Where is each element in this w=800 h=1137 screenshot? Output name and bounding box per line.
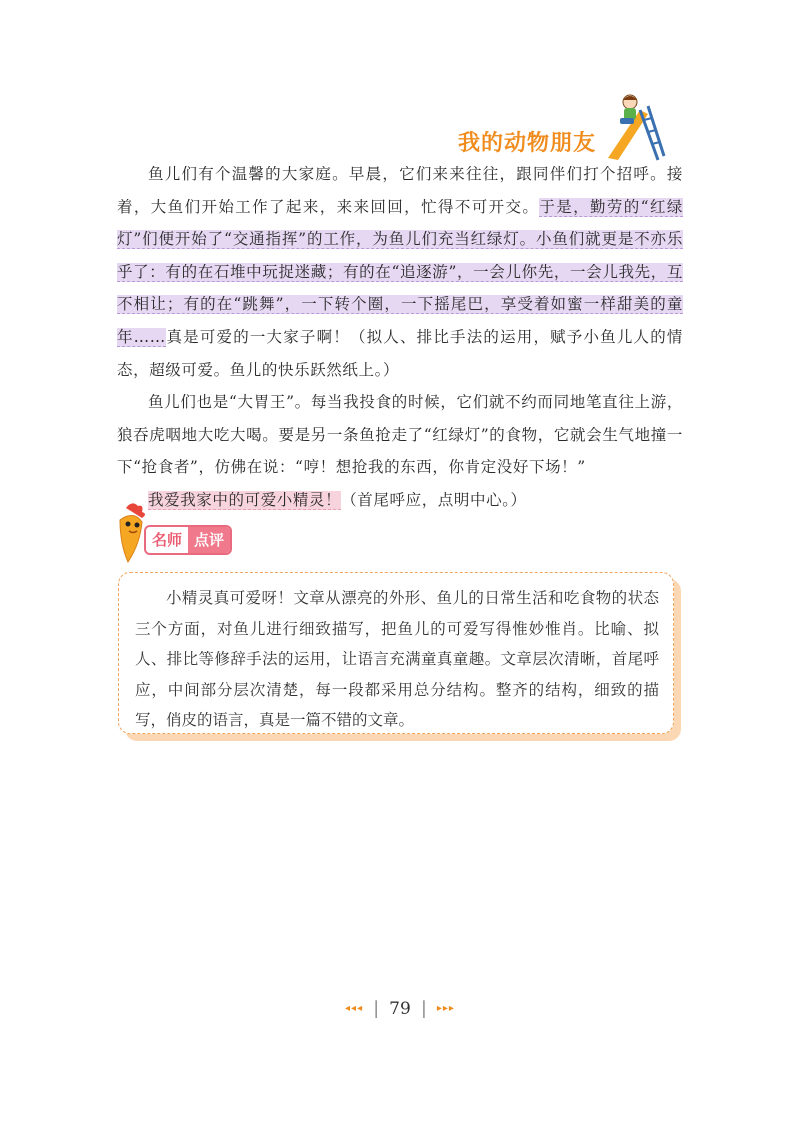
chapter-title: 我的动物朋友 — [458, 131, 597, 156]
highlighted-sentence: 于是，勤劳的“红绿灯”们便开始了“交通指挥”的工作，为鱼儿们充当红绿灯。小鱼们就更是不亦乐乎了：有的在石堆中玩捉迷藏；有的在“追逐游”，一会儿你先，一会儿我先，互不相让；有的在“跳舞”，一下转个圈，一下摇尾巴，享受着如蜜一样甜美的童年…… — [117, 197, 683, 346]
essay-paragraph-1 — [117, 158, 683, 386]
annotation-text: 真是可爱的一大家子啊！（拟人、排比手法的运用，赋予小鱼儿人的情态，超级可爱。鱼儿的快乐跃然纸上。） — [117, 327, 683, 379]
review-label-part-1: 名师 — [146, 527, 188, 553]
review-label — [146, 527, 230, 553]
highlighted-conclusion: 我爱我家中的可爱小精灵！ — [148, 490, 342, 509]
essay-paragraph-2: 鱼儿们也是“大胃王”。每当我投食的时候，它们就不约而同地笔直往上游，狼吞虎咽地大吃大喝。要是另一条鱼抢走了“红绿灯”的食物，它就会生气地撞一下“抢食者”，仿佛在说：“哼！想抢我的东西，你肯定没好下场！” — [117, 393, 683, 477]
page-number: 79 — [389, 998, 411, 1019]
divider: | — [420, 998, 427, 1019]
chapter-header — [440, 92, 680, 162]
next-arrows-icon: ▸▸▸ — [436, 1003, 455, 1014]
essay-body — [117, 158, 683, 517]
paragraph-text: 鱼儿们有个温馨的大家庭。早晨，它们来来往往，跟同伴们打个招呼。接着，大鱼们开始工作了起来，来来回回，忙得不可开交。 — [117, 165, 683, 216]
teacher-review-box — [118, 572, 674, 734]
teacher-review-header — [112, 500, 272, 566]
boy-on-slide-illustration — [600, 92, 670, 162]
prev-arrows-icon: ◂◂◂ — [345, 1003, 364, 1014]
review-text: 小精灵真可爱呀！文章从漂亮的外形、鱼儿的日常生活和吃食物的状态三个方面，对鱼儿进行细致描写，把鱼儿的可爱写得惟妙惟肖。比喻、拟人、排比等修辞手法的运用，让语言充满童真童趣。文章层次清晰，首尾呼应，中间部分层次清楚，每一段都采用总分结构。整齐的结构，细致的描写，俏皮的语言，真是一篇不错的文章。 — [135, 589, 659, 729]
divider: | — [373, 998, 380, 1019]
page-footer — [0, 998, 800, 1019]
annotation-text: （首尾呼应，点明中心。） — [341, 490, 527, 509]
review-label-part-2: 点评 — [188, 527, 230, 553]
